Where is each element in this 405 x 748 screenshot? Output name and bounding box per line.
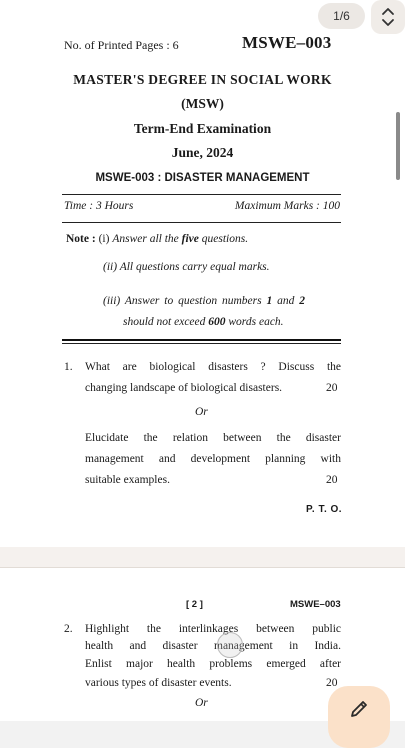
note-iii-word-limit: 600 (208, 316, 226, 328)
question-1-alt-line-1: Elucidate the relation between the disaster (85, 432, 341, 444)
pencil-icon (348, 698, 370, 720)
question-2-or: Or (195, 697, 208, 709)
question-1-number: 1. (64, 361, 73, 373)
degree-title: MASTER'S DEGREE IN SOCIAL WORK (73, 72, 332, 87)
note-iii-text-c2: words each. (225, 316, 284, 328)
exam-time: Time : 3 Hours (64, 200, 134, 212)
note-i-text-b: five (181, 233, 199, 245)
question-2-line-3: Enlist major health problems emerged after (85, 658, 341, 670)
page-nav-button[interactable] (371, 0, 405, 34)
question-1-alt-marks: 20 (326, 474, 338, 486)
note-iii-num-2: 2 (299, 295, 305, 307)
edit-fab-button[interactable] (328, 686, 390, 748)
printed-pages: No. of Printed Pages : 6 (64, 38, 179, 52)
degree-abbreviation: (MSW) (181, 96, 224, 111)
maximum-marks: Maximum Marks : 100 (234, 200, 340, 212)
page-indicator: 1/6 (318, 3, 365, 29)
paper-code: MSWE–003 (242, 33, 332, 52)
exam-title: Term-End Examination (133, 121, 272, 136)
exam-session: June, 2024 (171, 145, 234, 160)
question-1-line-2: changing landscape of biological disasters. (85, 382, 283, 394)
page-number: [ 2 ] (186, 599, 203, 610)
note-i-text-c: questions. (198, 233, 249, 245)
note-line-1 (66, 233, 248, 245)
question-2-marks: 20 (326, 677, 338, 689)
note-iii-line-1 (103, 295, 305, 307)
chevron-up-down-icon (381, 6, 395, 28)
note-iii-text-c: and (272, 295, 300, 307)
note-i-number: (i) (98, 233, 110, 245)
subject-title: MSWE-003 : DISASTER MANAGEMENT (95, 172, 310, 184)
question-1-line-1: What are biological disasters ? Discuss the (85, 361, 341, 373)
page-gap (0, 547, 405, 567)
question-1-alt-line-2: management and development planning with (85, 453, 341, 465)
note-i-text-a: Answer all the (112, 233, 182, 245)
scrollbar-thumb[interactable] (396, 112, 400, 180)
divider (62, 194, 341, 195)
question-2-line-1: Highlight the interlinkages between public (85, 623, 341, 635)
note-iii-line-2 (123, 316, 284, 328)
note-iii-text-a: (iii) Answer to question numbers (103, 295, 267, 307)
question-1-or: Or (195, 406, 208, 418)
paper-code-header: MSWE–003 (290, 599, 341, 610)
divider (62, 343, 341, 344)
note-iii-num-1: 1 (266, 295, 273, 307)
note-ii: (ii) All questions carry equal marks. (103, 261, 270, 273)
question-2-number: 2. (64, 623, 73, 635)
touch-indicator (217, 632, 243, 658)
note-iii-text-a2: should not exceed (123, 316, 209, 328)
divider (62, 222, 341, 223)
please-turn-over: P. T. O. (306, 504, 343, 515)
question-2-line-4: various types of disaster events. (85, 677, 232, 689)
question-2-line-2: health and disaster management in India. (85, 640, 341, 652)
divider-thick (62, 339, 341, 341)
question-1-alt-line-3: suitable examples. (85, 474, 170, 486)
note-label: Note : (66, 233, 96, 245)
question-1-marks: 20 (326, 382, 338, 394)
